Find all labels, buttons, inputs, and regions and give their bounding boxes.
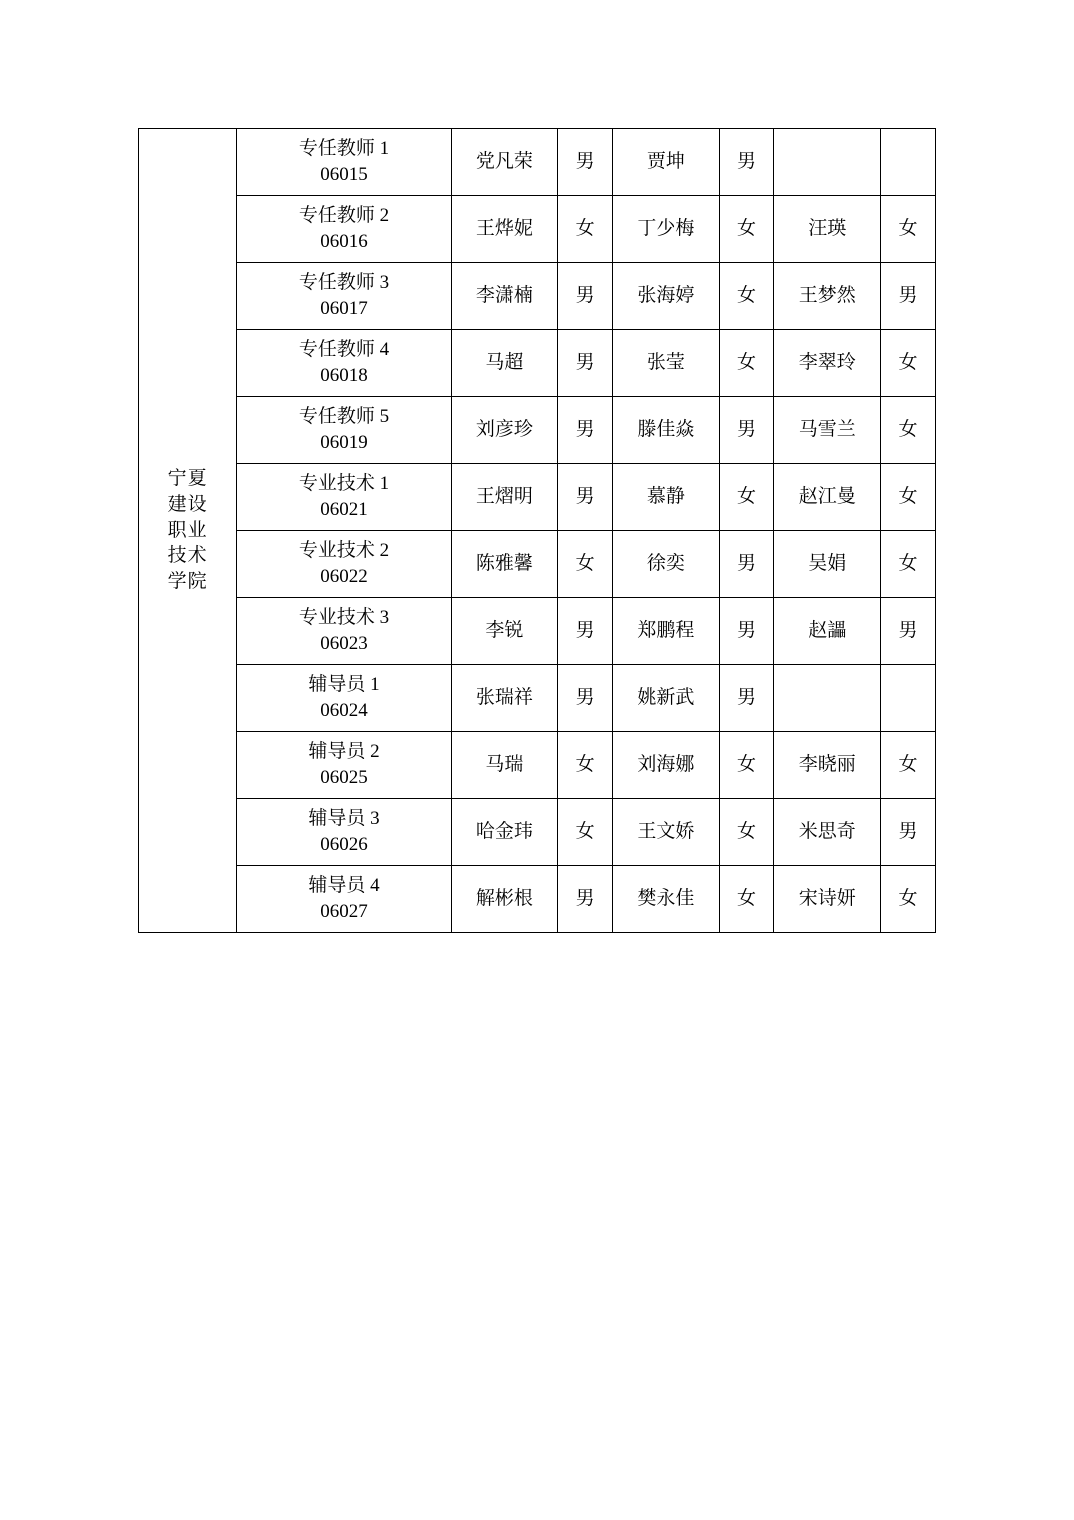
post-cell (237, 330, 451, 397)
person3-name (774, 665, 881, 732)
post-name: 专业技术 3 (298, 607, 390, 629)
person1-sex: 男 (558, 464, 613, 531)
table-row (139, 866, 936, 933)
person2-sex: 女 (719, 866, 774, 933)
person2-name: 郑鹏程 (613, 598, 720, 665)
person2-name: 张海婷 (613, 263, 720, 330)
table-row (139, 732, 936, 799)
post-cell (237, 531, 451, 598)
post-cell (237, 397, 451, 464)
person3-sex: 女 (881, 330, 936, 397)
person3-sex: 女 (881, 732, 936, 799)
table-row (139, 196, 936, 263)
person1-name: 王烨妮 (451, 196, 558, 263)
person1-sex: 男 (558, 665, 613, 732)
person3-name: 米思奇 (774, 799, 881, 866)
table-body (139, 129, 936, 933)
post-name: 专任教师 1 (298, 138, 390, 160)
person1-name: 李潇楠 (451, 263, 558, 330)
post-cell (237, 263, 451, 330)
person1-name: 马超 (451, 330, 558, 397)
person2-name: 贾坤 (613, 129, 720, 196)
post-code: 06019 (320, 432, 368, 453)
post-cell (237, 598, 451, 665)
person1-sex: 女 (558, 196, 613, 263)
post-code: 06015 (320, 164, 368, 185)
person2-sex: 女 (719, 196, 774, 263)
person1-sex: 男 (558, 397, 613, 464)
person1-sex: 女 (558, 531, 613, 598)
organization-label: 宁夏建设职业技术学院 (167, 468, 208, 592)
person2-sex: 男 (719, 665, 774, 732)
person3-name: 李晓丽 (774, 732, 881, 799)
person1-sex: 男 (558, 263, 613, 330)
person1-name: 张瑞祥 (451, 665, 558, 732)
post-name: 专任教师 4 (298, 339, 390, 361)
post-code: 06018 (320, 365, 368, 386)
person2-name: 张莹 (613, 330, 720, 397)
post-name: 辅导员 1 (308, 674, 380, 696)
person2-name: 樊永佳 (613, 866, 720, 933)
post-name: 辅导员 2 (308, 741, 380, 763)
person2-name: 徐奕 (613, 531, 720, 598)
person2-sex: 女 (719, 330, 774, 397)
person2-name: 慕静 (613, 464, 720, 531)
person3-name: 赵江曼 (774, 464, 881, 531)
person3-name (774, 129, 881, 196)
person1-sex: 男 (558, 866, 613, 933)
person2-sex: 男 (719, 598, 774, 665)
table-row (139, 531, 936, 598)
organization-cell (139, 129, 237, 933)
person3-sex: 女 (881, 866, 936, 933)
person2-name: 丁少梅 (613, 196, 720, 263)
person2-sex: 女 (719, 464, 774, 531)
person1-name: 解彬根 (451, 866, 558, 933)
person3-name: 吴娟 (774, 531, 881, 598)
post-code: 06021 (320, 499, 368, 520)
person2-name: 姚新武 (613, 665, 720, 732)
person1-sex: 女 (558, 732, 613, 799)
post-name: 辅导员 3 (308, 808, 380, 830)
person1-name: 刘彦珍 (451, 397, 558, 464)
person1-name: 陈雅馨 (451, 531, 558, 598)
person2-sex: 女 (719, 732, 774, 799)
post-code: 06023 (320, 633, 368, 654)
person1-name: 哈金玮 (451, 799, 558, 866)
person1-sex: 男 (558, 330, 613, 397)
person3-name: 王梦然 (774, 263, 881, 330)
post-name: 专任教师 5 (298, 406, 390, 428)
post-cell (237, 129, 451, 196)
post-name: 辅导员 4 (308, 875, 380, 897)
person3-name: 宋诗妍 (774, 866, 881, 933)
person2-name: 刘海娜 (613, 732, 720, 799)
person3-sex: 男 (881, 263, 936, 330)
post-cell (237, 732, 451, 799)
person3-name: 马雪兰 (774, 397, 881, 464)
post-name: 专业技术 1 (298, 473, 390, 495)
person1-name: 党凡荣 (451, 129, 558, 196)
person3-sex: 男 (881, 799, 936, 866)
person2-sex: 男 (719, 129, 774, 196)
person2-sex: 男 (719, 531, 774, 598)
person2-name: 滕佳焱 (613, 397, 720, 464)
table-row (139, 665, 936, 732)
person1-name: 马瑞 (451, 732, 558, 799)
table-row (139, 263, 936, 330)
post-cell (237, 464, 451, 531)
post-code: 06026 (320, 834, 368, 855)
person1-name: 王熠明 (451, 464, 558, 531)
table-row (139, 397, 936, 464)
post-name: 专业技术 2 (298, 540, 390, 562)
table-row (139, 330, 936, 397)
post-name: 专任教师 3 (298, 272, 390, 294)
post-code: 06016 (320, 231, 368, 252)
person2-sex: 男 (719, 397, 774, 464)
person3-sex: 女 (881, 196, 936, 263)
person3-name: 汪瑛 (774, 196, 881, 263)
person2-sex: 女 (719, 799, 774, 866)
table-row (139, 598, 936, 665)
post-cell (237, 799, 451, 866)
person1-sex: 男 (558, 598, 613, 665)
person3-sex: 女 (881, 531, 936, 598)
person2-sex: 女 (719, 263, 774, 330)
post-code: 06025 (320, 767, 368, 788)
table-row (139, 799, 936, 866)
applicant-table (138, 128, 936, 933)
post-cell (237, 866, 451, 933)
post-code: 06017 (320, 298, 368, 319)
post-cell (237, 665, 451, 732)
person3-sex: 女 (881, 464, 936, 531)
person3-sex (881, 129, 936, 196)
table-container (138, 128, 936, 933)
person1-name: 李锐 (451, 598, 558, 665)
post-name: 专任教师 2 (298, 205, 390, 227)
person3-sex: 女 (881, 397, 936, 464)
person2-name: 王文娇 (613, 799, 720, 866)
person3-sex: 男 (881, 598, 936, 665)
person3-sex (881, 665, 936, 732)
post-cell (237, 196, 451, 263)
post-code: 06022 (320, 566, 368, 587)
person1-sex: 男 (558, 129, 613, 196)
person1-sex: 女 (558, 799, 613, 866)
post-code: 06024 (320, 700, 368, 721)
post-code: 06027 (320, 901, 368, 922)
person3-name: 赵讄 (774, 598, 881, 665)
table-row (139, 129, 936, 196)
person3-name: 李翠玲 (774, 330, 881, 397)
table-row (139, 464, 936, 531)
